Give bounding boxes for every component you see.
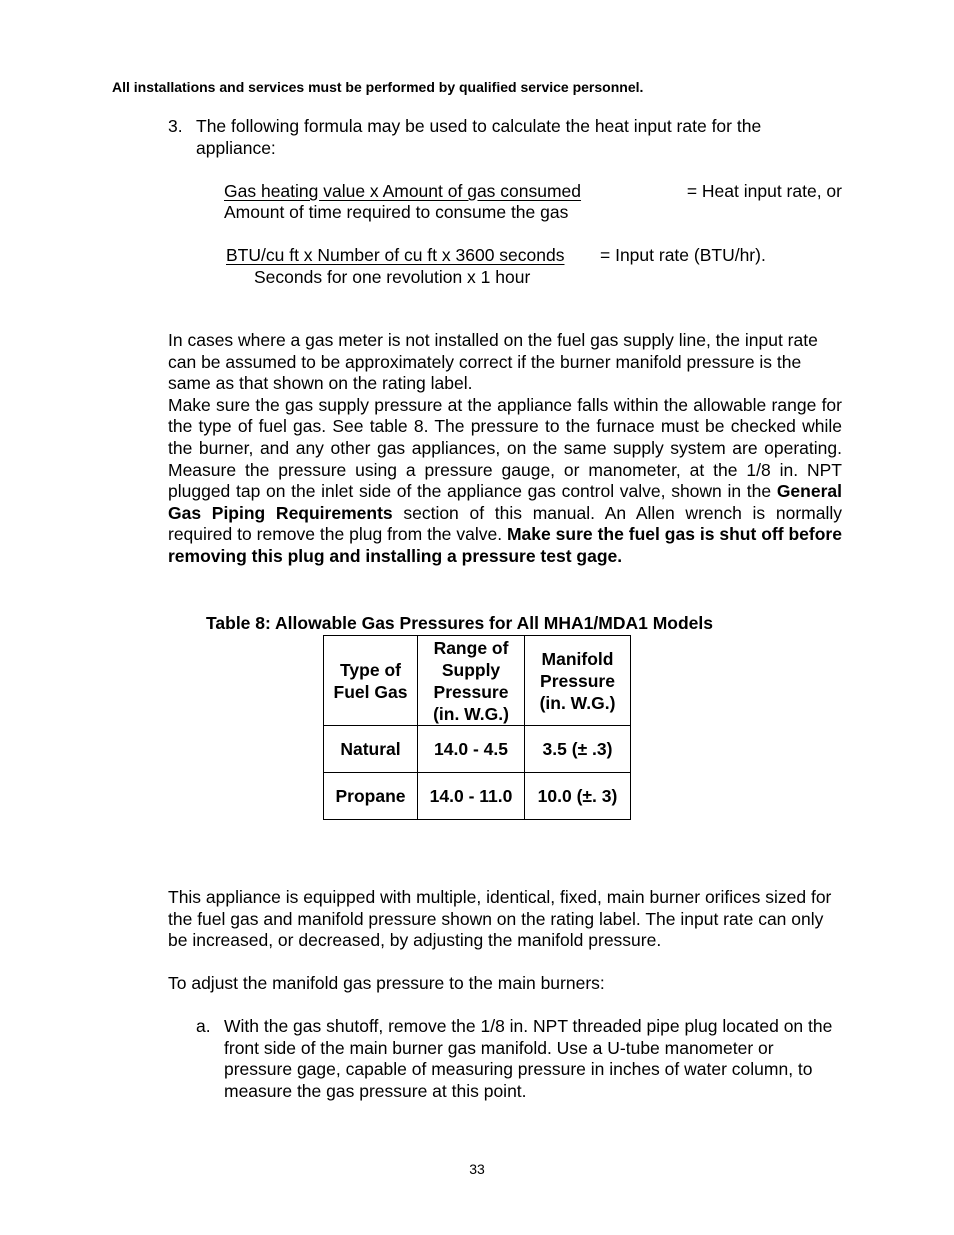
cell-manifold: 3.5 (± .3) <box>525 726 631 773</box>
header-manifold-pressure: Manifold Pressure (in. W.G.) <box>525 636 631 726</box>
header-fuel-type: Type of Fuel Gas <box>324 636 418 726</box>
cell-range: 14.0 - 4.5 <box>418 726 525 773</box>
step-a-letter: a. <box>196 1016 211 1036</box>
table-caption: Table 8: Allowable Gas Pressures for All MHA1/MDA1 Models <box>206 613 713 633</box>
cell-manifold: 10.0 (±. 3) <box>525 773 631 820</box>
formula-1-denominator: Amount of time required to consume the gas <box>224 202 569 222</box>
paragraph-adjust-intro: To adjust the manifold gas pressure to the main burners: <box>168 973 605 993</box>
formula-1 <box>224 180 581 202</box>
table-row <box>324 773 631 820</box>
supply-pressure-text-2: section of this manual. An Allen wrench is normally required to remove the plug from the valve. <box>168 502 843 545</box>
cell-fuel: Propane <box>324 773 418 820</box>
cell-range: 14.0 - 11.0 <box>418 773 525 820</box>
page-header-notice: All installations and services must be performed by qualified service personnel. <box>112 79 644 95</box>
shutoff-warning: Make sure the fuel gas is shut off before removing this plug and installing a pressure test gage. <box>168 524 842 566</box>
page-number: 33 <box>469 1161 485 1177</box>
step-3-number: 3. <box>168 116 183 136</box>
supply-pressure-text-1: Make sure the gas supply pressure at the appliance falls within the allowable range for the type of fuel gas. See table 8. The pressure to the furnace must be checked while the burner, and any other gas appliances, on the same supply system are operating. Measure the pressure using a pressure gauge, or manometer, at the 1/8 in. NPT plugged tap on the inlet side of the appliance gas control valve, shown in the <box>168 394 842 502</box>
paragraph-gas-meter <box>168 330 842 568</box>
step-a-text: With the gas shutoff, remove the 1/8 in. NPT threaded pipe plug located on the front side of the main burner gas manifold. Use a U-tube manometer or pressure gage, capable of measuring pressure in inches of water column, to measure the gas pressure at this point. <box>224 1016 833 1101</box>
formula-2 <box>226 244 564 266</box>
paragraph-gas-meter-text: In cases where a gas meter is not installed on the fuel gas supply line, the input rate can be assumed to be approximately correct if the burner manifold pressure is the same as that shown on the rating label. <box>168 330 818 394</box>
table-row <box>324 726 631 773</box>
paragraph-supply-pressure <box>168 395 842 568</box>
formula-1-numerator: Gas heating value x Amount of gas consumed <box>224 181 582 201</box>
paragraph-orifices-text: This appliance is equipped with multiple, identical, fixed, main burner orifices sized for the fuel gas and manifold pressure shown on the rating label. The input rate can only be increased, or decreased, by adjusting the manifold pressure. <box>168 887 832 951</box>
formula-2-result: = Input rate (BTU/hr). <box>600 245 766 265</box>
step-3-text: The following formula may be used to calculate the heat input rate for the appliance: <box>196 116 762 158</box>
formula-2-numerator: BTU/cu ft x Number of cu ft x 3600 seconds <box>226 245 565 265</box>
gas-pressure-table <box>323 635 631 820</box>
paragraph-orifices <box>168 887 842 952</box>
header-supply-pressure: Range of Supply Pressure (in. W.G.) <box>418 636 525 726</box>
piping-requirements-reference: General Gas Piping Requirements <box>168 481 842 523</box>
cell-fuel: Natural <box>324 726 418 773</box>
formula-1-result: = Heat input rate, or <box>686 181 842 201</box>
table-header-row <box>324 636 631 726</box>
formula-2-denominator: Seconds for one revolution x 1 hour <box>254 267 531 287</box>
